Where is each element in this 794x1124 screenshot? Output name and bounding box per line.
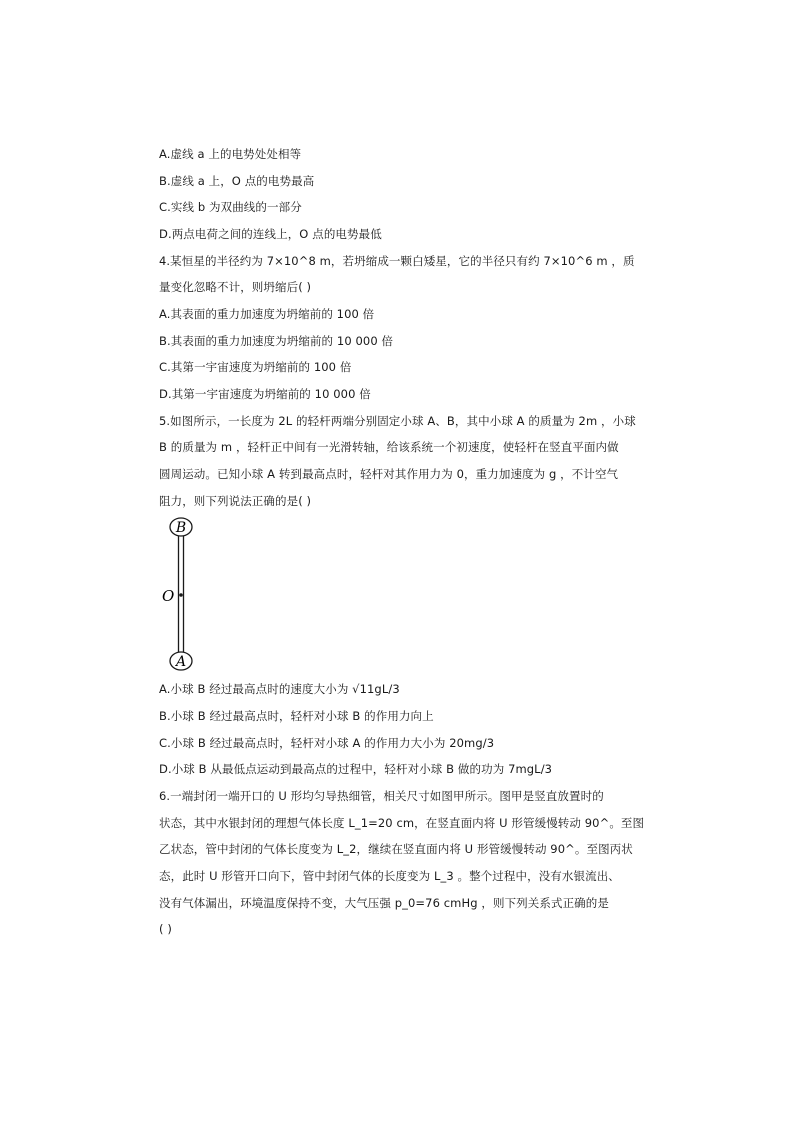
ball-b-label: B [175, 520, 187, 536]
q4-stem-line-1: 4.某恒星的半径约为 7×10^8 m，若坍缩成一颗白矮星，它的半径只有约 7×10^6 m ，质 [159, 254, 635, 268]
q6-stem-line-3: 乙状态，管中封闭的气体长度变为 L_2，继续在竖直面内将 U 形管缓慢转动 90^。至图丙状 [159, 842, 633, 856]
q6-stem-line-2: 状态，其中水银封闭的理想气体长度 L_1=20 cm，在竖直面内将 U 形管缓慢转动 90^。至图 [159, 816, 645, 830]
q5-option-a: A.小球 B 经过最高点时的速度大小为 √11gL/3 [159, 682, 400, 696]
q5-stem-line-4: 阻力，则下列说法正确的是( ) [159, 494, 312, 508]
rod-figure [158, 514, 208, 674]
q5-stem-line-2: B 的质量为 m ，轻杆正中间有一光滑转轴，给该系统一个初速度，使轻杆在竖直平面内做 [159, 440, 619, 454]
ball-a-label: A [175, 654, 187, 670]
pivot-label: O [162, 587, 175, 605]
q5-option-c: C.小球 B 经过最高点时，轻杆对小球 A 的作用力大小为 20mg/3 [159, 736, 495, 750]
ball-b [170, 518, 192, 536]
q5-stem-line-3: 圆周运动。已知小球 A 转到最高点时，轻杆对其作用力为 0，重力加速度为 g ，不计空气 [159, 467, 619, 481]
rod-diagram [158, 514, 208, 674]
q3-option-a: A.虚线 a 上的电势处处相等 [159, 147, 302, 161]
q4-option-c: C.其第一宇宙速度为坍缩前的 100 倍 [159, 360, 352, 374]
q4-option-d: D.其第一宇宙速度为坍缩前的 10 000 倍 [159, 387, 371, 401]
q4-option-b: B.其表面的重力加速度为坍缩前的 10 000 倍 [159, 334, 394, 348]
ball-a [170, 652, 192, 670]
q6-stem-line-4: 态，此时 U 形管开口向下，管中封闭气体的长度变为 L_3 。整个过程中，没有水银流出、 [159, 869, 620, 883]
q6-stem-line-1: 6.一端封闭一端开口的 U 形均匀导热细管，相关尺寸如图甲所示。图甲是竖直放置时的 [159, 789, 604, 803]
q5-option-b: B.小球 B 经过最高点时，轻杆对小球 B 的作用力向上 [159, 709, 434, 723]
q3-option-d: D.两点电荷之间的连线上，O 点的电势最低 [159, 227, 382, 241]
q6-stem-line-6: ( ) [159, 922, 172, 936]
q4-option-a: A.其表面的重力加速度为坍缩前的 100 倍 [159, 307, 375, 321]
q5-option-d: D.小球 B 从最低点运动到最高点的过程中，轻杆对小球 B 做的功为 7mgL/3 [159, 762, 553, 776]
q6-stem-line-5: 没有气体漏出，环境温度保持不变，大气压强 p_0=76 cmHg ，则下列关系式正确的是 [159, 896, 609, 910]
q5-stem-line-1: 5.如图所示，一长度为 2L 的轻杆两端分别固定小球 A、B，其中小球 A 的质量为 2m ，小球 [159, 414, 636, 428]
q3-option-c: C.实线 b 为双曲线的一部分 [159, 200, 302, 214]
q4-stem-line-2: 量变化忽略不计，则坍缩后( ) [159, 280, 312, 294]
q3-option-b: B.虚线 a 上，O 点的电势最高 [159, 174, 315, 188]
pivot-point [179, 593, 183, 597]
